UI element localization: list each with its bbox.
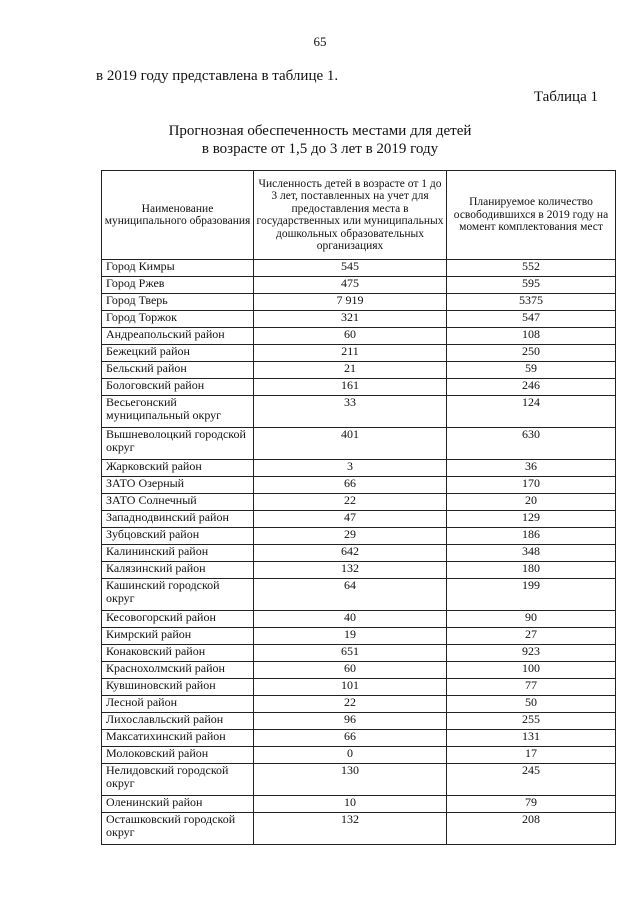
cell-municipality: Конаковский район bbox=[102, 645, 254, 662]
cell-children-count: 642 bbox=[254, 545, 447, 562]
cell-children-count: 22 bbox=[254, 494, 447, 511]
cell-municipality: Вышневолоцкий городской округ bbox=[102, 428, 254, 460]
table-title bbox=[0, 122, 640, 158]
cell-planned-places: 59 bbox=[447, 362, 616, 379]
cell-municipality: Весьегонский муниципальный округ bbox=[102, 396, 254, 428]
cell-planned-places: 79 bbox=[447, 796, 616, 813]
cell-children-count: 96 bbox=[254, 713, 447, 730]
cell-planned-places: 100 bbox=[447, 662, 616, 679]
cell-municipality: Зубцовский район bbox=[102, 528, 254, 545]
cell-planned-places: 255 bbox=[447, 713, 616, 730]
cell-planned-places: 36 bbox=[447, 460, 616, 477]
table-row bbox=[102, 713, 616, 730]
cell-municipality: Нелидовский городской округ bbox=[102, 764, 254, 796]
cell-planned-places: 630 bbox=[447, 428, 616, 460]
table-row bbox=[102, 747, 616, 764]
cell-planned-places: 547 bbox=[447, 311, 616, 328]
cell-planned-places: 124 bbox=[447, 396, 616, 428]
table-label: Таблица 1 bbox=[533, 89, 598, 105]
cell-municipality: Максатихинский район bbox=[102, 730, 254, 747]
header-planned-places: Планируемое количество освободившихся в 2019 году на момент комплектования мест bbox=[447, 171, 616, 260]
cell-children-count: 29 bbox=[254, 528, 447, 545]
table-row bbox=[102, 379, 616, 396]
intro-text: в 2019 году представлена в таблице 1. bbox=[96, 68, 339, 84]
table-row bbox=[102, 679, 616, 696]
cell-municipality: Кувшиновский район bbox=[102, 679, 254, 696]
cell-municipality: Молоковский район bbox=[102, 747, 254, 764]
table-row bbox=[102, 628, 616, 645]
cell-children-count: 40 bbox=[254, 611, 447, 628]
cell-municipality: Жарковский район bbox=[102, 460, 254, 477]
cell-children-count: 651 bbox=[254, 645, 447, 662]
cell-children-count: 60 bbox=[254, 328, 447, 345]
cell-municipality: Западнодвинский район bbox=[102, 511, 254, 528]
table-row bbox=[102, 764, 616, 796]
cell-planned-places: 17 bbox=[447, 747, 616, 764]
cell-children-count: 3 bbox=[254, 460, 447, 477]
table-row bbox=[102, 579, 616, 611]
table-row bbox=[102, 428, 616, 460]
page-number: 65 bbox=[313, 34, 327, 49]
table-row bbox=[102, 611, 616, 628]
cell-children-count: 0 bbox=[254, 747, 447, 764]
cell-municipality: Бологовский район bbox=[102, 379, 254, 396]
table-title-line1: Прогнозная обеспеченность местами для детей bbox=[168, 123, 472, 139]
cell-children-count: 475 bbox=[254, 277, 447, 294]
cell-children-count: 101 bbox=[254, 679, 447, 696]
table-body bbox=[102, 260, 616, 845]
cell-municipality: Андреапольский район bbox=[102, 328, 254, 345]
table-header-row bbox=[102, 171, 616, 260]
cell-municipality: Лесной район bbox=[102, 696, 254, 713]
cell-planned-places: 923 bbox=[447, 645, 616, 662]
table-row bbox=[102, 511, 616, 528]
table-row bbox=[102, 813, 616, 845]
cell-planned-places: 170 bbox=[447, 477, 616, 494]
cell-children-count: 7 919 bbox=[254, 294, 447, 311]
cell-children-count: 33 bbox=[254, 396, 447, 428]
table-row bbox=[102, 477, 616, 494]
cell-planned-places: 250 bbox=[447, 345, 616, 362]
cell-children-count: 21 bbox=[254, 362, 447, 379]
cell-planned-places: 90 bbox=[447, 611, 616, 628]
table-row bbox=[102, 528, 616, 545]
cell-children-count: 60 bbox=[254, 662, 447, 679]
cell-municipality: Калязинский район bbox=[102, 562, 254, 579]
cell-children-count: 132 bbox=[254, 813, 447, 845]
cell-children-count: 66 bbox=[254, 730, 447, 747]
cell-planned-places: 199 bbox=[447, 579, 616, 611]
cell-children-count: 130 bbox=[254, 764, 447, 796]
table-row bbox=[102, 311, 616, 328]
cell-children-count: 545 bbox=[254, 260, 447, 277]
cell-planned-places: 77 bbox=[447, 679, 616, 696]
cell-municipality: Город Торжок bbox=[102, 311, 254, 328]
cell-municipality: Бежецкий район bbox=[102, 345, 254, 362]
cell-children-count: 321 bbox=[254, 311, 447, 328]
cell-children-count: 10 bbox=[254, 796, 447, 813]
cell-children-count: 161 bbox=[254, 379, 447, 396]
table-row bbox=[102, 294, 616, 311]
cell-children-count: 66 bbox=[254, 477, 447, 494]
cell-municipality: Бельский район bbox=[102, 362, 254, 379]
cell-municipality: Осташковский городской округ bbox=[102, 813, 254, 845]
cell-planned-places: 27 bbox=[447, 628, 616, 645]
cell-planned-places: 5375 bbox=[447, 294, 616, 311]
table-row bbox=[102, 545, 616, 562]
table-row bbox=[102, 277, 616, 294]
header-municipality: Наименование муниципального образования bbox=[102, 171, 254, 260]
table-row bbox=[102, 260, 616, 277]
table-row bbox=[102, 362, 616, 379]
cell-children-count: 22 bbox=[254, 696, 447, 713]
cell-children-count: 401 bbox=[254, 428, 447, 460]
table-row bbox=[102, 645, 616, 662]
table-row bbox=[102, 696, 616, 713]
cell-municipality: ЗАТО Солнечный bbox=[102, 494, 254, 511]
cell-municipality: Лихославльский район bbox=[102, 713, 254, 730]
cell-planned-places: 131 bbox=[447, 730, 616, 747]
cell-planned-places: 186 bbox=[447, 528, 616, 545]
cell-planned-places: 108 bbox=[447, 328, 616, 345]
cell-planned-places: 50 bbox=[447, 696, 616, 713]
cell-planned-places: 245 bbox=[447, 764, 616, 796]
cell-planned-places: 20 bbox=[447, 494, 616, 511]
cell-children-count: 211 bbox=[254, 345, 447, 362]
cell-municipality: ЗАТО Озерный bbox=[102, 477, 254, 494]
cell-children-count: 64 bbox=[254, 579, 447, 611]
table-row bbox=[102, 345, 616, 362]
cell-children-count: 47 bbox=[254, 511, 447, 528]
data-table bbox=[101, 170, 616, 845]
cell-municipality: Город Ржев bbox=[102, 277, 254, 294]
cell-municipality: Кесовогорский район bbox=[102, 611, 254, 628]
cell-children-count: 19 bbox=[254, 628, 447, 645]
cell-municipality: Город Тверь bbox=[102, 294, 254, 311]
cell-planned-places: 180 bbox=[447, 562, 616, 579]
cell-planned-places: 595 bbox=[447, 277, 616, 294]
table-row bbox=[102, 662, 616, 679]
cell-municipality: Кашинский городской округ bbox=[102, 579, 254, 611]
table-row bbox=[102, 796, 616, 813]
cell-municipality: Кимрский район bbox=[102, 628, 254, 645]
cell-municipality: Оленинский район bbox=[102, 796, 254, 813]
table-title-line2: в возрасте от 1,5 до 3 лет в 2019 году bbox=[201, 141, 439, 157]
table-row bbox=[102, 730, 616, 747]
header-children-count: Численность детей в возрасте от 1 до 3 лет, поставленных на учет для предоставления места в государственных или муниципальных дошкольных образовательных организациях bbox=[254, 171, 447, 260]
table-row bbox=[102, 396, 616, 428]
table-row bbox=[102, 328, 616, 345]
table-row bbox=[102, 494, 616, 511]
cell-municipality: Калининский район bbox=[102, 545, 254, 562]
table-row bbox=[102, 562, 616, 579]
cell-planned-places: 129 bbox=[447, 511, 616, 528]
cell-planned-places: 208 bbox=[447, 813, 616, 845]
cell-children-count: 132 bbox=[254, 562, 447, 579]
cell-municipality: Город Кимры bbox=[102, 260, 254, 277]
cell-planned-places: 246 bbox=[447, 379, 616, 396]
table-row bbox=[102, 460, 616, 477]
cell-municipality: Краснохолмский район bbox=[102, 662, 254, 679]
cell-planned-places: 552 bbox=[447, 260, 616, 277]
cell-planned-places: 348 bbox=[447, 545, 616, 562]
